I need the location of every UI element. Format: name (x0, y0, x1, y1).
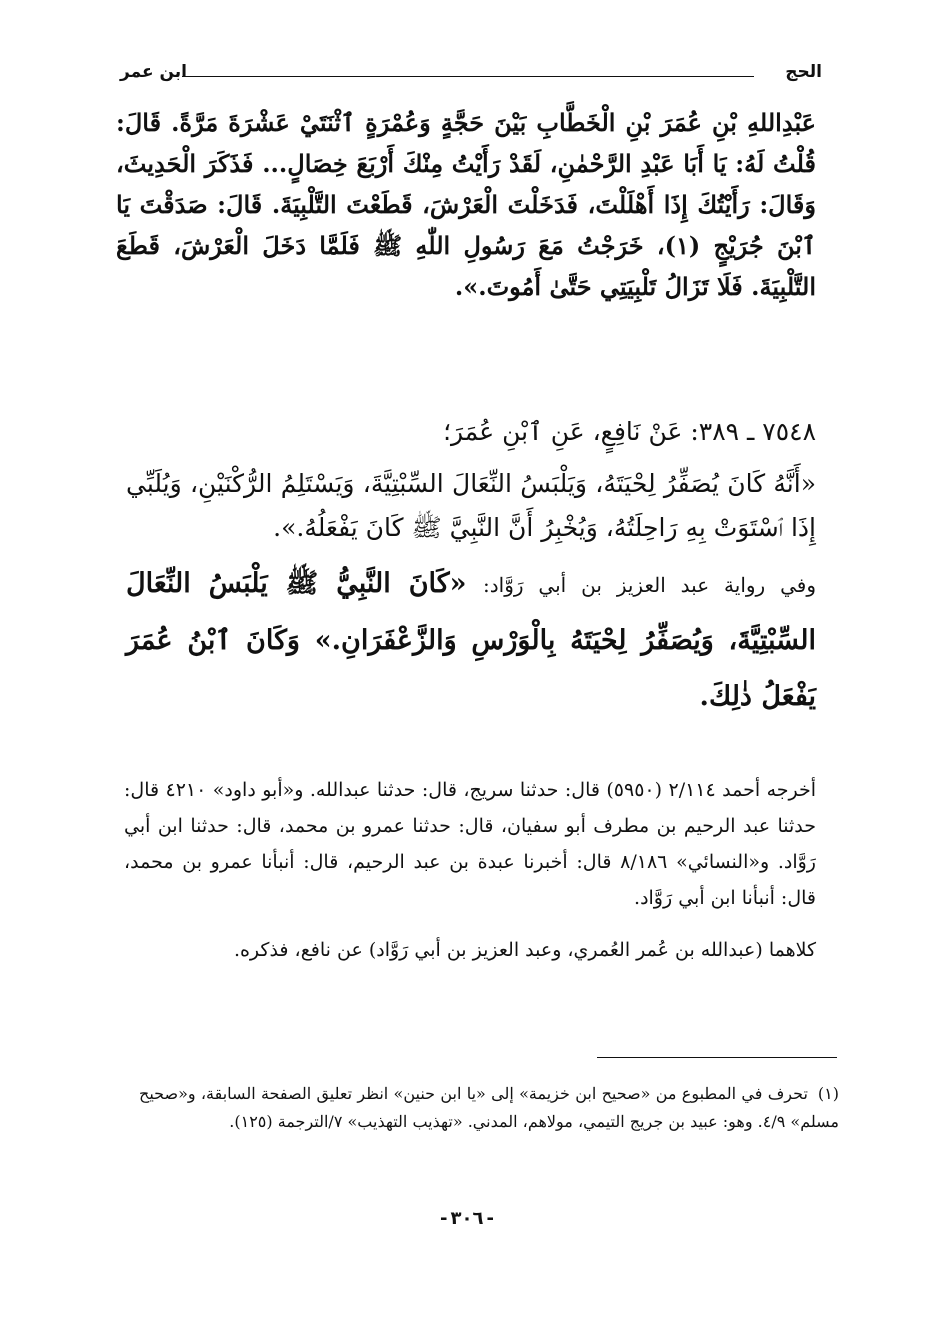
hadith-isnad: ٧٥٤٨ ـ ٣٨٩: عَنْ نَافِعٍ، عَنِ ٱبْنِ عُمَرَ؛ (443, 417, 816, 446)
footnote (139, 1080, 839, 1136)
hadith-riwaya (126, 556, 816, 725)
running-header-section: ابن عمر (120, 62, 188, 82)
riwaya-quote: «كَانَ النَّبِيُّ ﷺ يَلْبَسُ النِّعَالَ السِّبْتِيَّةَ، وَيُصَفِّرُ لِحْيَتَهُ بِالْوَرْسِ وَالزَّعْفَرَانِ.» وَكَانَ ٱبْنُ عُمَرَ يَفْعَلُ ذٰلِكَ. (126, 568, 816, 712)
page-number-value: ٣٠٦ (450, 1208, 484, 1229)
running-header-chapter: الحج (785, 62, 822, 82)
takhrij-summary: كلاهما (عبدالله بن عُمر العُمري، وعبد العزيز بن أبي رَوَّاد) عن نافع، فذكره. (233, 939, 816, 961)
takhrij-text: أخرجه أحمد ٢/١١٤ (٥٩٥٠) قال: حدثنا سريج، قال: حدثنا عبدالله. و«أبو داود» ٤٢١٠ قال: حدثنا عبد الرحيم بن مطرف أبو سفيان، قال: حدثنا عمرو بن محمد، قال: حدثنا ابن أبي رَوَّاد. و«النسائي» ٨/١٨٦ قال: أخبرنا عبدة بن عبد الرحيم، قال: أنبأنا عمرو بن محمد، قال: أنبأنا ابن أبي رَوَّاد. (124, 779, 817, 909)
page-number: -٣٠٦- (440, 1208, 494, 1229)
continued-hadith-text: عَبْدِاللهِ بْنِ عُمَرَ بْنِ الْخَطَّابِ بَيْنَ حَجَّةٍ وَعُمْرَةٍ ٱثْنَتَيْ عَشْرَةَ مَرَّةً. قَالَ: قُلْتُ لَهُ: يَا أَبَا عَبْدِ الرَّحْمٰنِ، لَقَدْ رَأَيْتُ مِنْكَ أَرْبَعَ خِصَالٍ... فَذَكَرَ الْحَدِيثَ، وَقَالَ: رَأَيْتُكَ إِذَا أَهْلَلْتَ، فَدَخَلْتَ الْعَرْشَ، قَطَعْتَ التَّلْبِيَةَ. قَالَ: صَدَقْتَ يَا ٱبْنَ جُرَيْجٍ (١)، خَرَجْتُ مَعَ رَسُولِ اللّٰهِ ﷺ فَلَمَّا دَخَلَ الْعَرْشَ، قَطَعَ التَّلْبِيَةَ. فَلَا تَزَالُ تَلْبِيَتِي حَتَّىٰ أَمُوتَ.». (116, 108, 816, 301)
footnote-rule (597, 1057, 837, 1058)
header-rule (182, 76, 754, 77)
footnote-number: (١) (817, 1084, 839, 1103)
hadith-entry (126, 410, 816, 725)
hadith-matn: «أَنَّهُ كَانَ يُصَفِّرُ لِحْيَتَهُ، وَيَلْبَسُ النِّعَالَ السِّبْتِيَّةَ، وَيَسْتَلِمُ الرُّكْنَيْنِ، وَيُلَبِّي إِذَا ٱسْتَوَتْ بِهِ رَاحِلَتُهُ، وَيُخْبِرُ أَنَّ النَّبِيَّ ﷺ كَانَ يَفْعَلُهُ.». (126, 469, 816, 542)
riwaya-lead: وفي رواية عبد العزيز بن أبي رَوَّاد: (483, 573, 816, 597)
takhrij-section (124, 772, 816, 968)
footnote-text: تحرف في المطبوع من «صحيح ابن خزيمة» إلى «يا ابن حنين» انظر تعليق الصفحة السابقة، و«صحيح مسلم» ٤/٩. وهو: عبيد بن جريج التيمي، مولاهم، المدني. «تهذيب التهذيب» ٧/الترجمة (١٢٥). (139, 1084, 839, 1131)
